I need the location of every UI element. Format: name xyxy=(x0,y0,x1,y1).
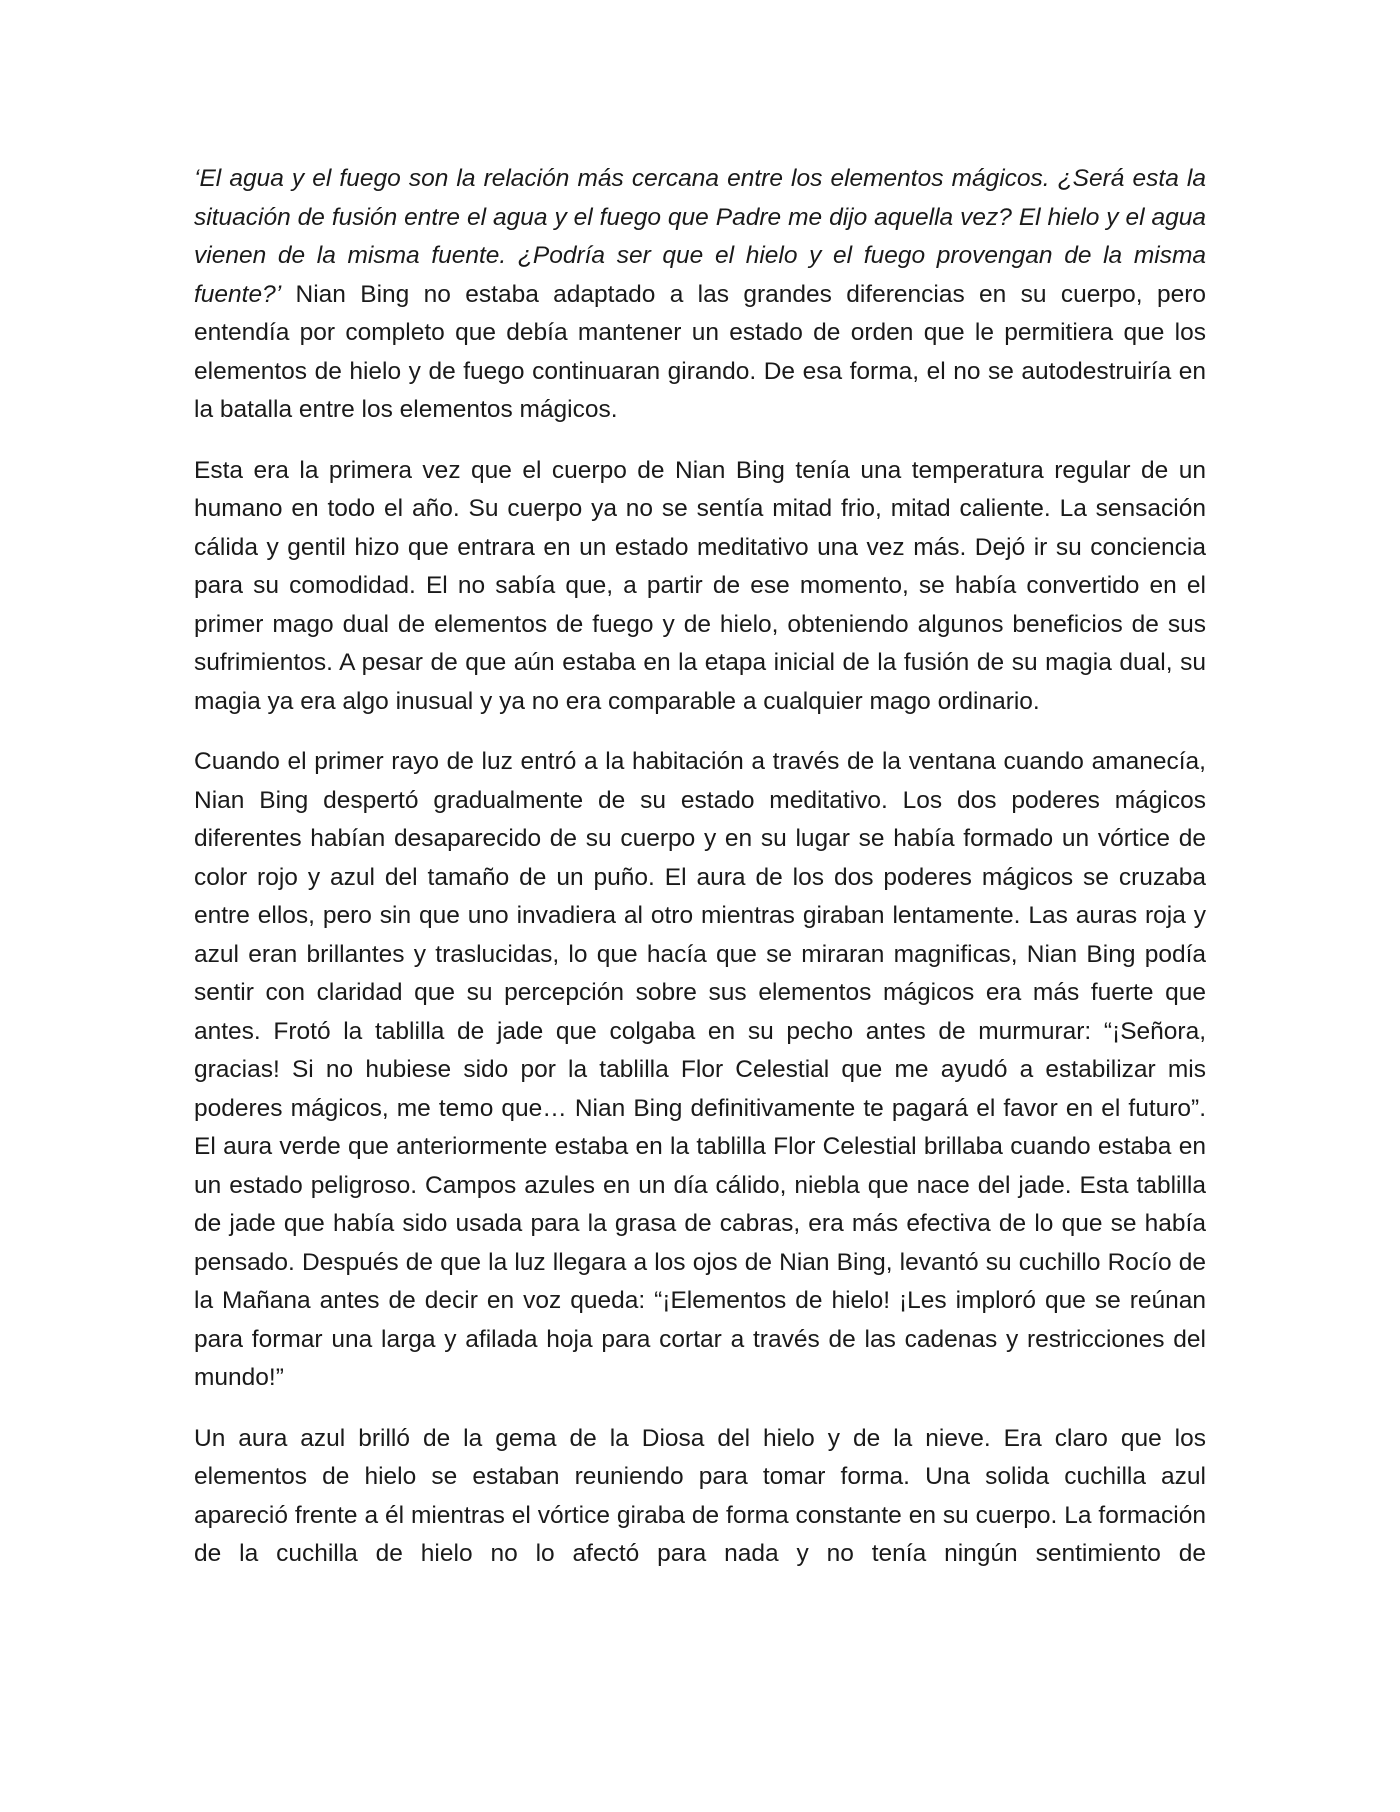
paragraph-2: Esta era la primera vez que el cuerpo de Nian Bing tenía una temperatura regular de un humano en todo el año. Su cuerpo ya no se sentía mitad frio, mitad caliente. La sensación cálida y gentil hizo que entrara en un estado meditativo una vez más. Dejó ir su conciencia para su comodidad. El no sabía que, a partir de ese momento, se había convertido en el primer mago dual de elementos de fuego y de hielo, obteniendo algunos beneficios de sus sufrimientos. A pesar de que aún estaba en la etapa inicial de la fusión de su magia dual, su magia ya era algo inusual y ya no era comparable a cualquier mago ordinario. xyxy=(194,456,1206,715)
paragraph-4: Un aura azul brilló de la gema de la Diosa del hielo y de la nieve. Era claro que los elementos de hielo se estaban reuniendo para tomar forma. Una solida cuchilla azul apareció frente a él mientras el vórtice giraba de forma constante en su cuerpo. La formación de la cuchilla de hielo no lo afectó para nada y no tenía ningún sentimiento de xyxy=(194,1424,1206,1567)
paragraph-3: Cuando el primer rayo de luz entró a la habitación a través de la ventana cuando amanecía, Nian Bing despertó gradualmente de su estado meditativo. Los dos poderes mágicos diferentes habían desaparecido de su cuerpo y en su lugar se había formado un vórtice de color rojo y azul del tamaño de un puño. El aura de los dos poderes mágicos se cruzaba entre ellos, pero sin que uno invadiera al otro mientras giraban lentamente. Las auras roja y azul eran brillantes y traslucidas, lo que hacía que se miraran magnificas, Nian Bing podía sentir con claridad que su percepción sobre sus elementos mágicos era más fuerte que antes. Frotó la tablilla de jade que colgaba en su pecho antes de murmurar: “¡Señora, gracias! Si no hubiese sido por la tablilla Flor Celestial que me ayudó a estabilizar mis poderes mágicos, me temo que… Nian Bing definitivamente te pagará el favor en el futuro”. El aura verde que anteriormente estaba en la tablilla Flor Celestial brillaba cuando estaba en un estado peligroso. Campos azules en un día cálido, niebla que nace del jade. Esta tablilla de jade que había sido usada para la grasa de cabras, era más efectiva de lo que se había pensado. Después de que la luz llegara a los ojos de Nian Bing, levantó su cuchillo Rocío de la Mañana antes de decir en voz queda: “¡Elementos de hielo! ¡Les imploró que se reúnan para formar una larga y afilada hoja para cortar a través de las cadenas y restricciones del mundo!” xyxy=(194,748,1206,1391)
paragraph-1-text: Nian Bing no estaba adaptado a las grandes diferencias en su cuerpo, pero entendía por completo que debía mantener un estado de orden que le permitiera que los elementos de hielo y de fuego continuaran girando. De esa forma, el no se autodestruiría en la batalla entre los elementos mágicos. xyxy=(194,280,1206,423)
paragraph-1-italic-thought: ‘El agua y el fuego son la relación más cercana entre los elementos mágicos. ¿Será esta la situación de fusión entre el agua y el fuego que Padre me dijo aquella vez? El hielo y el agua vienen de la misma fuente. ¿Podría ser que el hielo y el fuego provengan de la misma fuente?’ xyxy=(194,165,1206,308)
paragraph-1 xyxy=(194,160,1206,430)
document-body xyxy=(194,160,1206,1596)
